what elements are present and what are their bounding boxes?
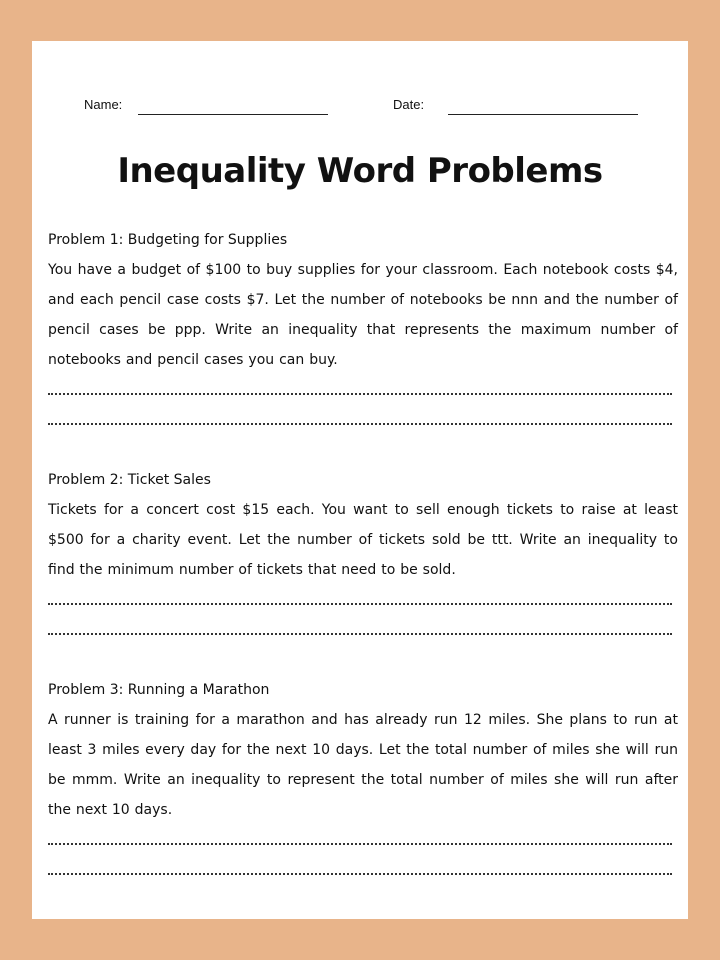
date-label: Date: (393, 97, 425, 112)
answer-line[interactable] (48, 375, 678, 405)
problem-3 (48, 675, 678, 885)
problem-text: A runner is training for a marathon and has already run 12 miles. She plans to run at least 3 miles every day for the next 10 days. Let the total number of miles she will run be mmm. Write an inequality to represent the total number of miles she will run after the next 10 days. (48, 712, 678, 818)
answer-line[interactable] (48, 615, 678, 645)
problem-text: Tickets for a concert cost $15 each. You want to sell enough tickets to raise at least $500 for a charity event. Let the number of tickets sold be ttt. Write an inequality to find the minimum number of tickets that need to be sold. (48, 502, 678, 578)
problem-1 (48, 225, 678, 435)
answer-lines (48, 585, 678, 645)
page-title: Inequality Word Problems (117, 151, 603, 191)
problem-heading: Problem 1: Budgeting for Supplies (48, 232, 288, 248)
problem-2 (48, 465, 678, 645)
problem-heading: Problem 3: Running a Marathon (48, 682, 270, 698)
answer-line[interactable] (48, 855, 678, 885)
answer-lines (48, 375, 678, 435)
answer-line[interactable] (48, 405, 678, 435)
answer-line[interactable] (48, 585, 678, 615)
worksheet-page (32, 41, 688, 919)
problem-text: You have a budget of $100 to buy supplies for your classroom. Each notebook costs $4, and each pencil case costs $7. Let the number of notebooks be nnn and the number of pencil cases be ppp. Write an inequality that represents the maximum number of notebooks and pencil cases you can buy. (48, 262, 678, 368)
problem-heading: Problem 2: Ticket Sales (48, 472, 211, 488)
date-answer-line[interactable] (448, 114, 638, 115)
answer-line[interactable] (48, 825, 678, 855)
name-label: Name: (84, 97, 123, 112)
answer-lines (48, 825, 678, 885)
name-answer-line[interactable] (138, 114, 328, 115)
